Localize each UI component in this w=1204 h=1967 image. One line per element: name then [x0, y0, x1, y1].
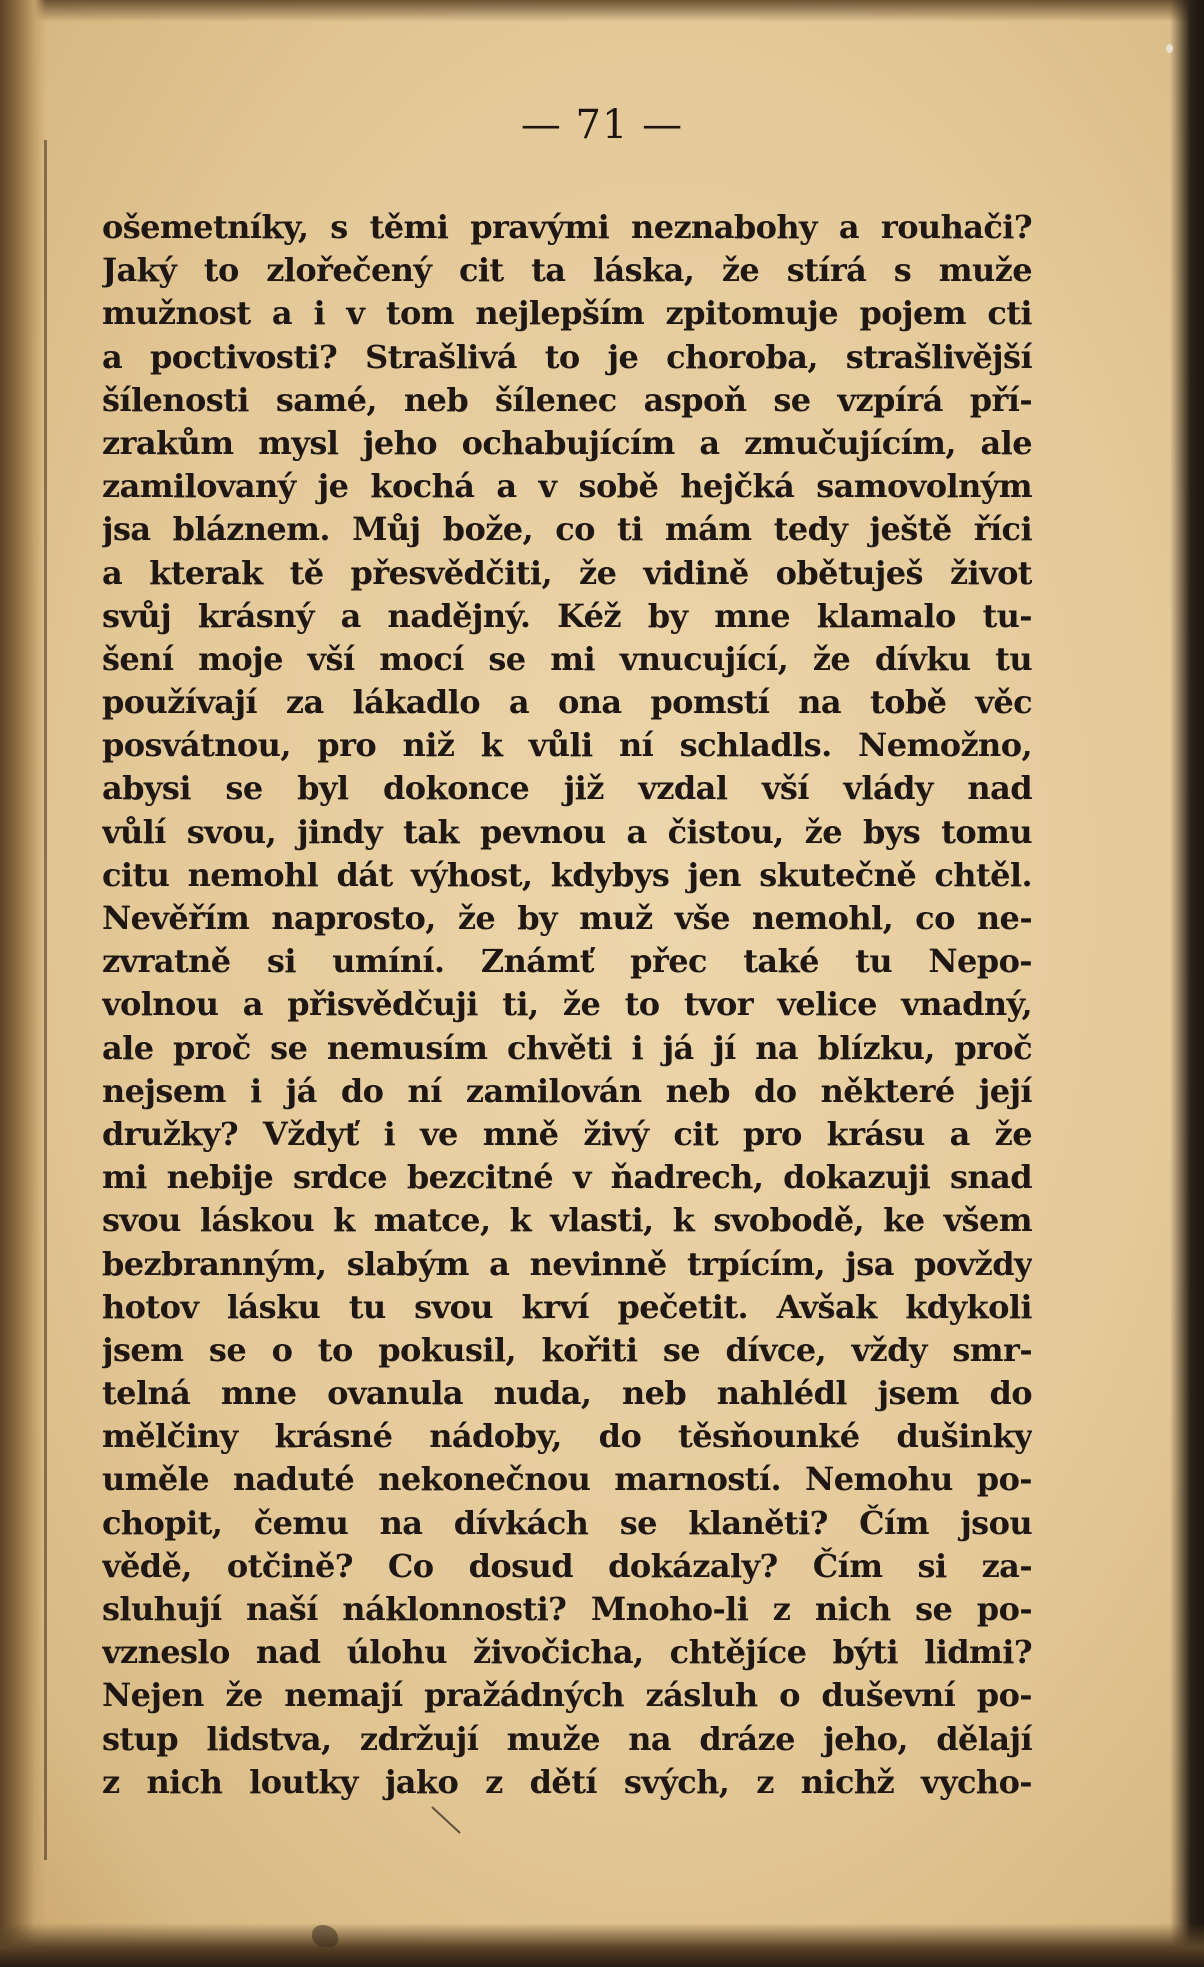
text-line: nejsem i já do ní zamilován neb do některé její: [102, 1071, 1032, 1110]
text-line: hotov lásku tu svou krví pečetit. Avšak kdykoli: [102, 1287, 1032, 1326]
text-line: telná mne ovanula nuda, neb nahlédl jsem do: [102, 1374, 1032, 1413]
text-line: mi nebije srdce bezcitné v ňadrech, dokazuji snad: [102, 1158, 1032, 1197]
text-line: abysi se byl dokonce již vzdal vší vlády nad: [102, 769, 1032, 808]
text-line: bezbranným, slabým a nevinně trpícím, jsa povždy: [102, 1244, 1032, 1283]
text-line: mělčiny krásné nádoby, do těsňounké dušinky: [102, 1417, 1032, 1456]
text-line: používají za lákadlo a ona pomstí na tobě věc: [102, 683, 1032, 722]
text-line: svou láskou k matce, k vlasti, k svobodě, ke všem: [102, 1201, 1032, 1240]
text-line: uměle naduté nekonečnou marností. Nemohu po-: [102, 1460, 1032, 1499]
text-line: a poctivosti? Strašlivá to je choroba, strašlivější: [102, 337, 1032, 376]
text-line: a kterak tě přesvědčiti, že vidině obětuješ život: [102, 553, 1032, 592]
text-line: citu nemohl dát výhost, kdybys jen skutečně chtěl.: [102, 855, 1032, 894]
book-spine-shadow: [0, 0, 46, 1967]
text-line: šení moje vší mocí se mi vnucující, že dívku tu: [102, 639, 1032, 678]
text-line: vzneslo nad úlohu živočicha, chtějíce býti lidmi?: [102, 1633, 1032, 1672]
body-text: [102, 206, 1032, 1804]
text-line: sluhují naší náklonnosti? Mnoho-li z nich se po-: [102, 1590, 1032, 1628]
text-line: stup lidstva, zdržují muže na dráze jeho, dělají: [102, 1719, 1032, 1758]
text-line: z nich loutky jako z dětí svých, z nichž vycho-: [102, 1762, 1032, 1801]
text-line: mužnost a i v tom nejlepším zpitomuje pojem cti: [102, 294, 1032, 333]
page-number: — 71 —: [520, 102, 684, 148]
page-bottom-edge: [0, 1923, 1204, 1967]
text-line: družky? Vždyť i ve mně živý cit pro krásu a že: [102, 1114, 1032, 1153]
text-line: chopit, čemu na dívkách se klaněti? Čím jsou: [102, 1503, 1032, 1542]
text-line: Jaký to zlořečený cit ta láska, že stírá s muže: [102, 251, 1032, 290]
page-right-edge: [1170, 0, 1204, 1967]
text-line: svůj krásný a nadějný. Kéž by mne klamalo tu-: [102, 596, 1032, 635]
text-line: ošemetníky, s těmi pravými neznabohy a rouhači?: [102, 208, 1032, 246]
gutter-line: [44, 140, 47, 1860]
text-line: zamilovaný je kochá a v sobě hejčká samovolným: [102, 467, 1032, 506]
text-line: Nejen že nemají pražádných zásluh o duševní po-: [102, 1676, 1032, 1715]
page-top-shadow: [0, 0, 1204, 22]
text-line: vůlí svou, jindy tak pevnou a čistou, že bys tomu: [102, 812, 1032, 851]
text-line: vědě, otčině? Co dosud dokázaly? Čím si za-: [102, 1546, 1032, 1585]
pencil-mark: [430, 1805, 462, 1835]
text-line: ale proč se nemusím chvěti i já jí na blízku, proč: [102, 1028, 1032, 1067]
text-line: volnou a přisvědčuji ti, že to tvor velice vnadný,: [102, 985, 1032, 1024]
text-line: zrakům mysl jeho ochabujícím a zmučujícím, ale: [102, 423, 1032, 462]
text-line: šílenosti samé, neb šílenec aspoň se vzpírá pří-: [102, 380, 1032, 419]
text-line: jsa bláznem. Můj bože, co ti mám tedy ještě říci: [102, 510, 1032, 549]
text-line: Nevěřím naprosto, že by muž vše nemohl, co ne-: [102, 899, 1032, 937]
text-line: zvratně si umíní. Známť přec také tu Nepo-: [102, 942, 1032, 981]
text-line: jsem se o to pokusil, kořiti se dívce, vždy smr-: [102, 1330, 1032, 1369]
text-line: posvátnou, pro niž k vůli ní schladls. Nemožno,: [102, 726, 1032, 765]
scan-speck: [1166, 44, 1173, 53]
